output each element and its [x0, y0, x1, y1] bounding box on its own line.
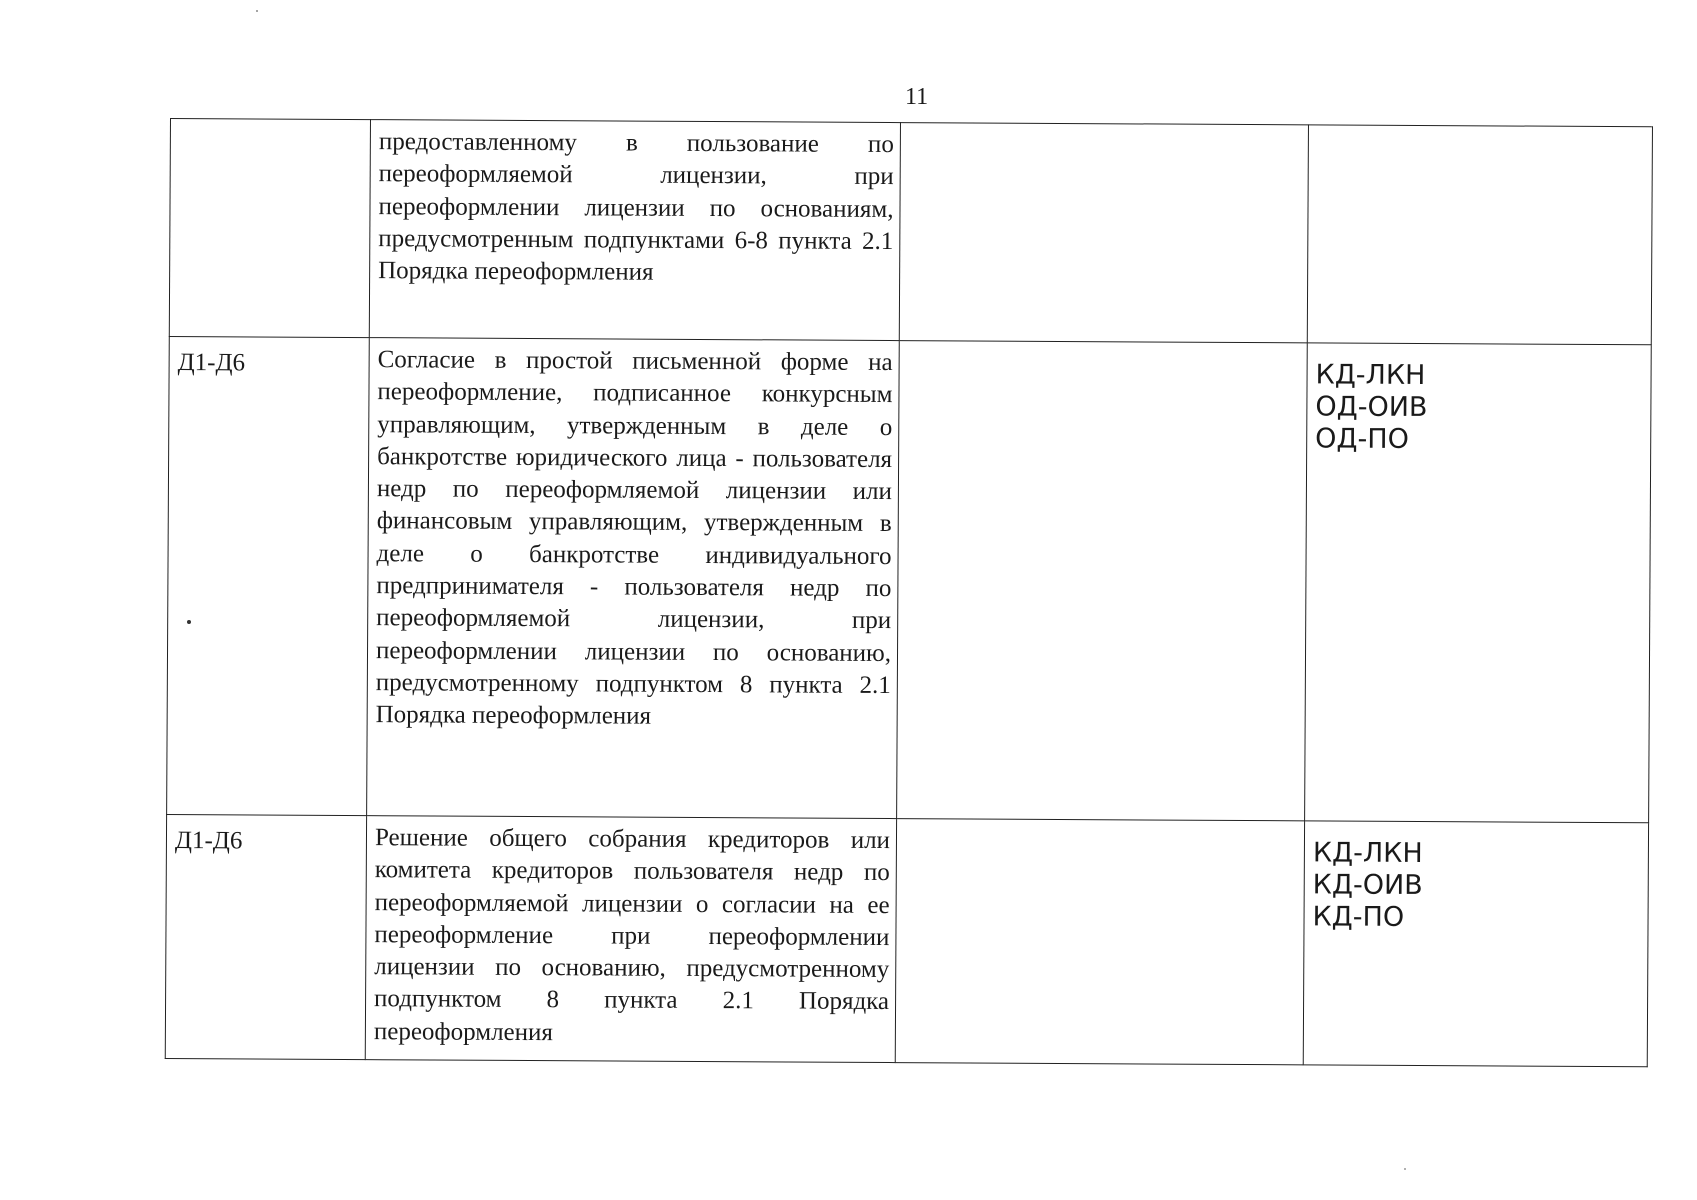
description-cell: Согласие в простой письменной форме на переоформление, подписанное конкурсным управляющим, утвержденным в деле о банкротстве юридического лица - пользователя недр по переоформляемой лицензии или финансовым управляющим, утвержденным в деле о банкротстве индивидуального предпринимателя - пользователя недр по переоформляемой лицензии, при переоформлении лицензии по основанию, предусмотренному подпунктом 8 пункта 2.1 Порядка переоформления [367, 338, 900, 819]
route-code: КД-ОИВ [1312, 869, 1423, 902]
page-number: 11 [905, 84, 929, 110]
empty-cell [897, 341, 1308, 821]
route-cell [1307, 125, 1652, 345]
route-code: ОД-ОИВ [1315, 391, 1428, 424]
table-row [169, 119, 1652, 345]
table-row [167, 336, 1652, 822]
description-cell: предоставленному в пользование по переоформляемой лицензии, при переоформлении лицензии по основаниям, предусмотренным подпунктами 6-8 пункта 2.1 Порядка переоформления [369, 120, 900, 341]
empty-cell [899, 123, 1308, 343]
route-code: КД-ЛКН [1312, 837, 1423, 870]
scan-speck [1404, 1168, 1406, 1170]
description-cell: Решение общего собрания кредиторов или комитета кредиторов пользователя недр по переоформляемой лицензии о согласии на ее переоформление при переоформлении лицензии по основанию, предусмотренному подпунктом 8 пункта 2.1 Порядка переоформления [365, 816, 896, 1063]
table-row [165, 814, 1648, 1066]
code-cell: Д1-Д6 [165, 814, 366, 1059]
scan-speck [187, 620, 191, 624]
route-code: КД-ЛКН [1315, 359, 1426, 392]
code-cell: Д1-Д6 [167, 336, 370, 815]
route-cell [1303, 821, 1648, 1067]
route-code: КД-ПО [1312, 901, 1405, 933]
code-cell [169, 119, 370, 338]
document-table [165, 118, 1653, 1067]
route-code: ОД-ПО [1315, 423, 1409, 455]
scan-speck [256, 10, 258, 12]
empty-cell [895, 819, 1304, 1065]
route-cell [1305, 343, 1652, 823]
